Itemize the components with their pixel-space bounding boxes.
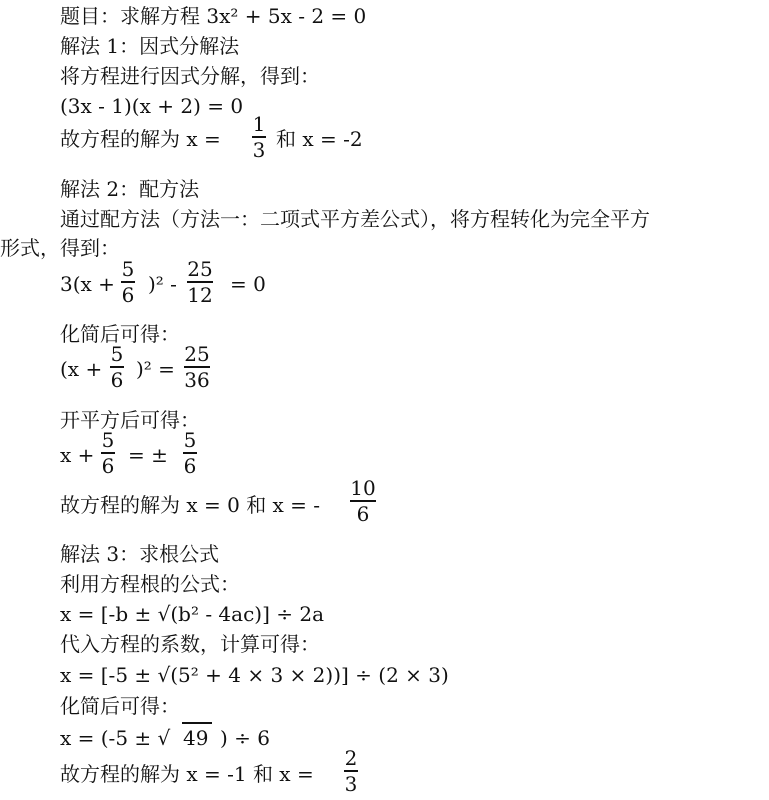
fraction-denominator: 6 [356, 501, 370, 526]
fraction-denominator: 6 [183, 453, 197, 478]
method3-substitute-label: 代入方程的系数，计算可得： [60, 632, 320, 656]
fraction-denominator: 6 [101, 453, 115, 478]
fraction-numerator: 10 [350, 476, 376, 500]
method1-solution-fraction [239, 112, 279, 162]
fraction-denominator: 3 [252, 137, 266, 162]
fraction-numerator: 5 [101, 428, 115, 452]
fraction-numerator: 5 [183, 428, 197, 452]
method3-formula-label: 利用方程根的公式： [60, 572, 240, 596]
method2-heading: 解法 2：配方法 [60, 177, 200, 201]
method2-eq3-prefix: x + [60, 443, 95, 467]
method2-eq1-end: = 0 [230, 272, 266, 296]
fraction-denominator: 6 [121, 282, 135, 307]
fraction-numerator: 5 [110, 342, 124, 366]
method3-heading: 解法 3：求根公式 [60, 542, 220, 566]
fraction-denominator: 6 [110, 367, 124, 392]
method1-solution-rest: 和 x = -2 [276, 127, 363, 151]
method2-eq2-fraction-b [177, 342, 217, 392]
method3-solution-prefix: 故方程的解为 x = -1 和 x = [60, 762, 314, 786]
method2-solution-fraction [343, 476, 383, 526]
method1-heading: 解法 1：因式分解法 [60, 34, 240, 58]
method3-simplified-prefix: x = (-5 ± √ [60, 726, 171, 750]
fraction-numerator: 25 [187, 257, 213, 281]
fraction-denominator: 12 [187, 282, 213, 307]
method3-simplify-label: 化简后可得： [60, 694, 180, 718]
method2-eq2-mid: )² = [136, 357, 175, 381]
method2-eq1-fraction-b [180, 257, 220, 307]
fraction-numerator: 2 [344, 746, 358, 770]
fraction-numerator: 1 [252, 112, 266, 136]
method2-eq3-mid: = ± [128, 443, 168, 467]
fraction-denominator: 3 [344, 771, 358, 796]
fraction-numerator: 25 [184, 342, 210, 366]
method2-eq3-fraction-a [88, 428, 128, 478]
method2-intro-line1: 通过配方法（方法一：二项式平方差公式），将方程转化为完全平方 [60, 207, 650, 231]
method2-intro-line2: 形式，得到： [0, 236, 120, 260]
method3-simplified-end: ) ÷ 6 [220, 726, 270, 750]
fraction-denominator: 36 [184, 367, 210, 392]
method3-substituted-formula: x = [-5 ± √(5² + 4 × 3 × 2))] ÷ (2 × 3) [60, 663, 449, 687]
method2-eq1-prefix: 3(x + [60, 272, 115, 296]
problem-statement: 题目：求解方程 3x² + 5x - 2 = 0 [60, 4, 367, 28]
method2-eq1-fraction-a [108, 257, 148, 307]
method2-eq3-fraction-b [170, 428, 210, 478]
method2-solution-prefix: 故方程的解为 x = 0 和 x = - [60, 493, 321, 517]
method2-eq2-fraction-a [97, 342, 137, 392]
method1-factored-equation: (3x - 1)(x + 2) = 0 [60, 94, 244, 118]
radical-vinculum [182, 722, 212, 724]
method2-simplify-label: 化简后可得： [60, 322, 180, 346]
method3-formula: x = [-b ± √(b² - 4ac)] ÷ 2a [60, 602, 325, 626]
method1-step: 将方程进行因式分解，得到： [60, 64, 320, 88]
method3-solution-fraction [331, 746, 371, 796]
method2-eq2-prefix: (x + [60, 357, 103, 381]
method2-sqrt-label: 开平方后可得： [60, 408, 200, 432]
method3-radicand: 49 [183, 726, 209, 750]
method1-solution-prefix: 故方程的解为 x = [60, 127, 221, 151]
method2-eq1-mid: )² - [148, 272, 177, 296]
fraction-numerator: 5 [121, 257, 135, 281]
